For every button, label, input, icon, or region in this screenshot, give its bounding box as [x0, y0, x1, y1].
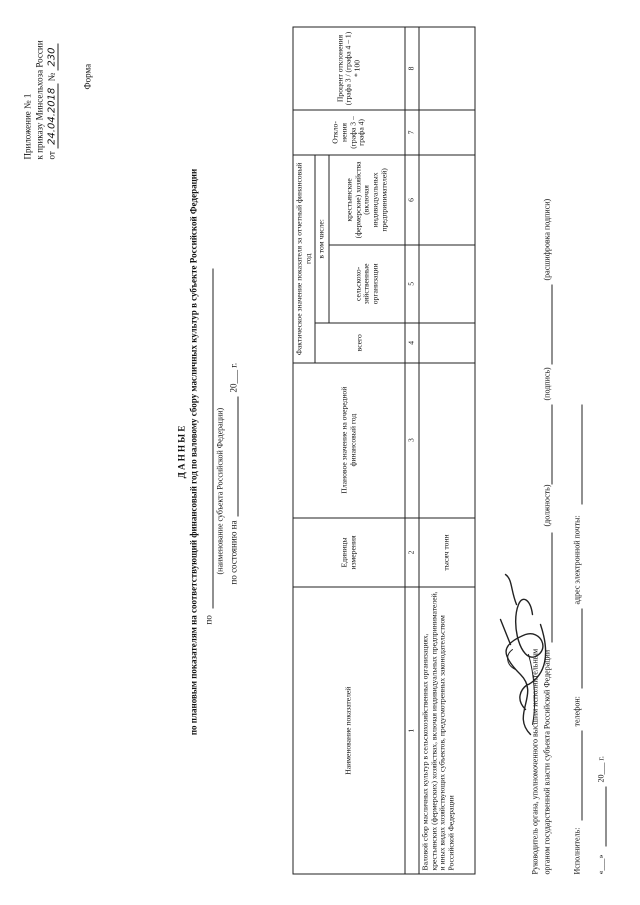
document-page: [1, 0, 640, 905]
footer-head-line1: Руководитель органа, уполномоченного высшим исполнительным: [530, 648, 540, 875]
form-label: Форма: [82, 63, 93, 90]
header-plan: Плановое значение на очередной финансовый год: [293, 363, 405, 518]
phone-label: телефон:: [572, 696, 582, 727]
email-label: адрес электронной почты:: [572, 515, 582, 605]
header-deviation-percent: Процент отклонения (графа 3 / (графа 4 – 1) * 100: [293, 27, 405, 110]
as-of-label: по состоянию на: [228, 520, 239, 585]
as-of-year: 20___ г.: [228, 362, 239, 393]
header-including: в том числе:: [315, 155, 329, 323]
col-number: 5: [405, 245, 419, 323]
appendix-number-label: №: [46, 72, 57, 82]
position-caption: (должность): [542, 484, 552, 527]
col-number: 3: [405, 363, 419, 518]
appendix-number: 230: [47, 43, 59, 70]
cell-deviation: [419, 110, 475, 155]
header-fact: Фактическое значение показателя за отчетный финансовый год: [293, 155, 315, 363]
appendix-date-line: [47, 43, 58, 159]
row-indicator-name: Валовой сбор масличных культур в сельскохозяйственных организациях, крестьянских (фермерских) хозяйствах, включая индивидуальных предпринимателей, и иных видах хозяйствующих субъектов, предусмотренных законодательством Российской Федерации: [419, 587, 475, 874]
appendix-date: 24.04.2018: [47, 84, 59, 149]
date-month-line: [606, 787, 607, 847]
cell-plan: [419, 363, 475, 518]
executor-label: Исполнитель:: [572, 827, 582, 875]
signature-caption: (подпись): [542, 367, 552, 401]
cell-percent: [419, 27, 475, 110]
handwritten-signature: [471, 565, 581, 745]
as-of-input-line: [238, 397, 239, 517]
signature-line: [552, 405, 553, 485]
date-year: 20___ г.: [596, 756, 606, 783]
header-name: Наименование показателей: [293, 587, 405, 874]
cell-agri: [419, 245, 475, 323]
header-total: всего: [315, 323, 405, 363]
cell-farms: [419, 155, 475, 245]
appendix-title: Приложение № 1: [22, 93, 33, 160]
col-number: 6: [405, 155, 419, 245]
executor-line: [582, 731, 583, 821]
footer-head-line2: органом государственной власти субъекта Российской Федерации: [542, 649, 552, 875]
col-number: 2: [405, 518, 419, 588]
subject-caption: (наименование субъекта Российской Федерации): [215, 407, 225, 575]
appendix-order: к приказу Минсельхоза России: [34, 40, 45, 160]
col-number: 1: [405, 587, 419, 874]
col-number: 8: [405, 27, 419, 110]
cell-total: [419, 323, 475, 363]
header-farms: крестьянские (фермерские) хозяйства (включая индивидуальных предпринимателей): [329, 155, 405, 245]
decoding-caption: (расшифровка подписи): [542, 198, 552, 281]
email-line: [582, 405, 583, 505]
col-number: 7: [405, 110, 419, 155]
document-title: Д А Н Н Ы Е: [176, 425, 187, 479]
date-quote: «___»: [596, 854, 606, 875]
header-deviation: Откло-нения (графа 3 – графа 4): [293, 110, 405, 155]
header-agri-orgs: сельскохо-зяйственные организации: [329, 245, 405, 323]
document-subtitle: по плановым показателям на соответствующий финансовый год по валовому сбору масличных культур в субъекте Российской Федерации: [188, 168, 199, 736]
row-unit: тысяч тонн: [419, 518, 475, 588]
data-table: [293, 27, 476, 875]
subject-po-label: по: [203, 615, 214, 625]
decoding-line: [552, 285, 553, 365]
col-number: 4: [405, 323, 419, 363]
subject-input-line: [213, 269, 214, 609]
appendix-from-label: от: [46, 151, 57, 160]
header-unit: Единицы измерения: [293, 518, 405, 588]
phone-line: [582, 609, 583, 689]
